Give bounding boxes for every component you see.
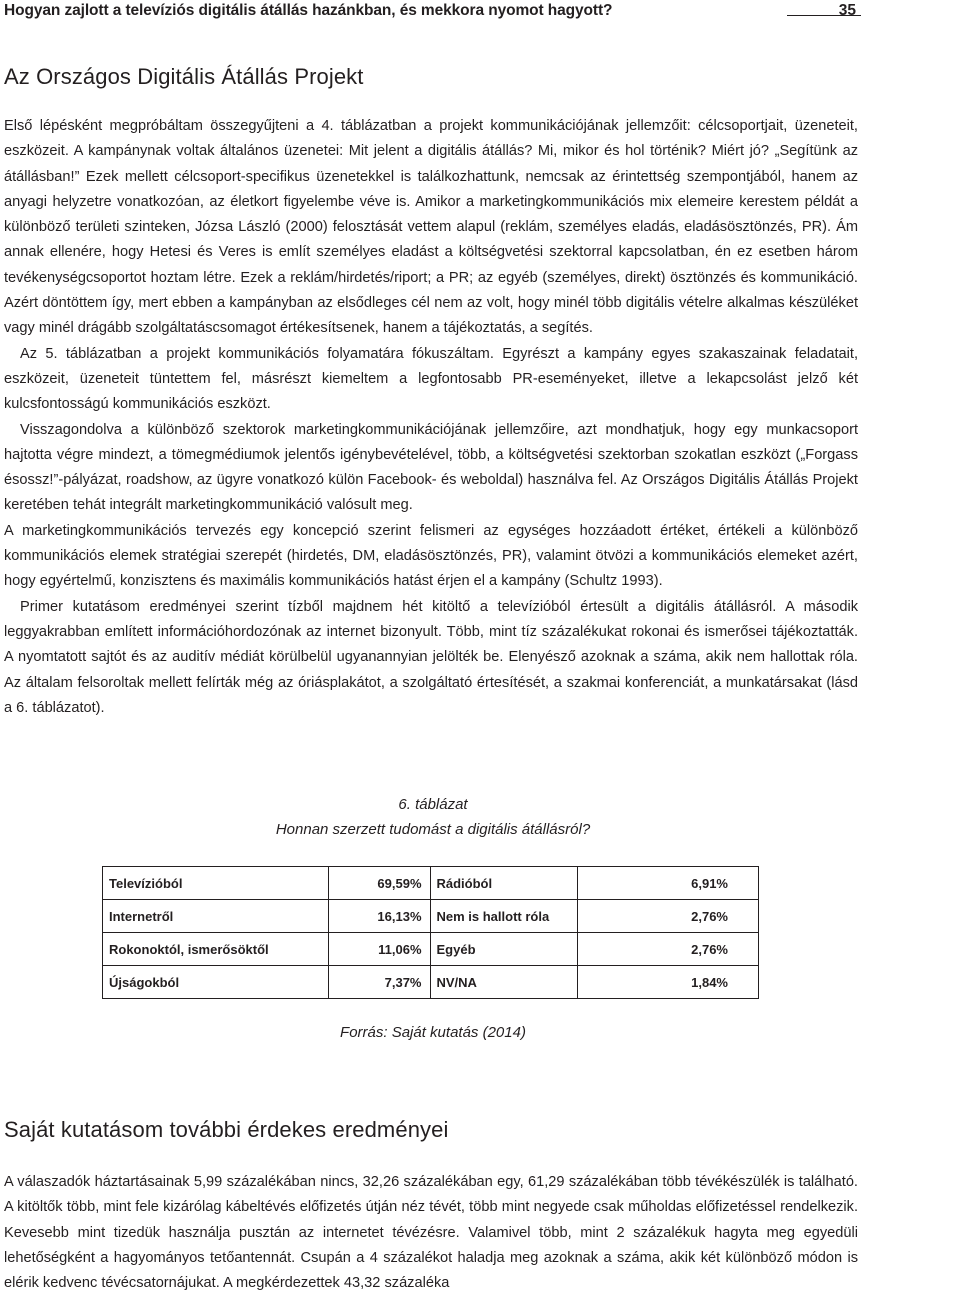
table-cell: 7,37% xyxy=(328,966,430,999)
page-number: 35 xyxy=(838,2,856,19)
section-heading-further-results: Saját kutatásom további érdekes eredményei xyxy=(4,1117,449,1142)
paragraph: A marketingkommunikációs tervezés egy koncepció szerint felismeri az egységes hozzáadott értéket, értékeli a különböző kommunikációs elemek stratégiai szerepét (hirdetés, DM, eladásösztönzés, PR), valamint ötvözi a kommunikációs elemeket azért, hogy egyértelmű, konzisztens és maximális kommunikációs hatást érjen el a kampány (Schultz 1993). xyxy=(4,522,858,590)
paragraph: Első lépésként megpróbáltam összegyűjteni a 4. táblázatban a projekt kommunikációjának jellemzőit: célcsoportjait, üzeneteit, eszközeit. A kampánynak voltak általános üzenetei: Mit jelent a digitális átállás? Mi, mikor és hol történik? Miért jó? „Segítünk az átállásban!” Ezek mellett célcsoport-specifikus üzenetekkel is találkozhattunk, nemcsak az érintettség szempontjából, hanem az anyagi helyzetre vonatkozóan, az életkort figyelembe véve is. Amikor a marketingkommunikációs mix elemeire kerestem példát a különböző területi szinteken, Józsa László (2000) felosztását vettem alapul (reklám, személyes eladás, eladásösztönzés, PR). Ám annak ellenére, hogy Hetesi és Veres is említ személyes eladást a költségvetési szektorral kapcsolatban, én ez esetben három tevékenységcsoportot hoztam létre. Ezek a reklám/hirdetés/riport; a PR; az egyéb (személyes, direkt) ösztönzés és kommunikáció. Azért döntöttem így, mert ebben a kampányban az elsődleges cél nem az volt, hogy minél több digitális vételre alkalmas készüléket vagy minél drágább szolgáltatáscsomagot értékesítsenek, hanem a tájékoztatás, a segítés. xyxy=(4,118,858,337)
paragraph: A válaszadók háztartásainak 5,99 százalékában nincs, 32,26 százalékában egy, 61,29 százalékában több tévékészülék is található. A kitöltők több, mint fele kizárólag kábeltévés előfizetés útján néz tévét, több mint negyede csak műholdas előfizetéssel rendelkezik. Kevesebb mint tizedük használja pusztán az internetet tévézésre. Valamivel több, mint 2 százalékuk hagyta meg egyedüli lehetőségként a hagyományos tetőantennát. Csupán a 4 százalékot haladja meg azoknak a száma, akik két különböző módon is elérik kedvenc tévécsatornájukat. A megkérdezettek 43,32 százaléka xyxy=(4,1174,858,1292)
table-cell: Internetről xyxy=(103,900,329,933)
table-cell: Rádióból xyxy=(430,867,578,900)
information-source-table xyxy=(102,866,759,999)
table-row xyxy=(103,867,759,900)
table-title: Honnan szerzett tudomást a digitális átállásról? xyxy=(275,821,591,838)
running-title: Hogyan zajlott a televíziós digitális átállás hazánkban, és mekkora nyomot hagyott? xyxy=(4,2,613,19)
paragraph: Primer kutatásom eredményei szerint tízből majdnem hét kitöltő a televízióból értesült a digitális átállásról. A második leggyakrabban említett információhordozónak az internet bizonyult. Több, mint tíz százalékukat rokonai és ismerősei tájékoztatták. A nyomtatott sajtót és az auditív médiát körülbelül ugyanannyian jelölték be. Elenyésző azoknak a száma, akik nem hallottak róla. Az általam felsoroltak mellett felírták még az óriásplakátot, a szolgáltató értesítését, a szakmai konferenciát, a munkatársakat (lásd a 6. táblázatot). xyxy=(4,598,858,716)
paragraph: Visszagondolva a különböző szektorok marketingkommunikációjának jellemzőire, azt mondhatjuk, hogy egy munkacsoport hajtotta végre mindezt, a tömegmédiumok jelentős igénybevételével, több, a költségvetési szektorban szokatlan eszközt („Forgass ésossz!”-pályázat, roadshow, az ügyre vonatkozó külön Facebook- és weboldal) használva fel. Az Országos Digitális Átállás Projekt keretében tehát integrált marketingkommunikáció valósult meg. xyxy=(4,421,858,514)
table-cell: Televízióból xyxy=(103,867,329,900)
table-cell: 11,06% xyxy=(328,933,430,966)
table-cell: Egyéb xyxy=(430,933,578,966)
paragraph: Az 5. táblázatban a projekt kommunikációs folyamatára fókuszáltam. Egyrészt a kampány egyes szakaszainak feladatait, eszközeit, üzeneteit tüntettem fel, másrészt kiemeltem a legfontosabb PR-eseményeket, illetve a lekapcsolást jelző két kulcsfontosságú kommunikációs eszközt. xyxy=(4,345,858,413)
table-row xyxy=(103,900,759,933)
section-1-body xyxy=(4,114,858,721)
table-cell: 2,76% xyxy=(578,933,759,966)
section-2-body xyxy=(4,1170,858,1296)
table-row xyxy=(103,933,759,966)
table-source: Forrás: Saját kutatás (2014) xyxy=(340,1024,526,1041)
table-cell: 69,59% xyxy=(328,867,430,900)
table-cell: Rokonoktól, ismerősöktől xyxy=(103,933,329,966)
table-cell: 2,76% xyxy=(578,900,759,933)
running-header xyxy=(4,0,860,26)
table-cell: Újságokból xyxy=(103,966,329,999)
table-cell: 1,84% xyxy=(578,966,759,999)
table-cell: NV/NA xyxy=(430,966,578,999)
table-cell: Nem is hallott róla xyxy=(430,900,578,933)
section-heading-digital-transition-project: Az Országos Digitális Átállás Projekt xyxy=(4,64,364,89)
table-cell: 6,91% xyxy=(578,867,759,900)
table-cell: 16,13% xyxy=(328,900,430,933)
table-number: 6. táblázat xyxy=(398,796,468,813)
table-row xyxy=(103,966,759,999)
